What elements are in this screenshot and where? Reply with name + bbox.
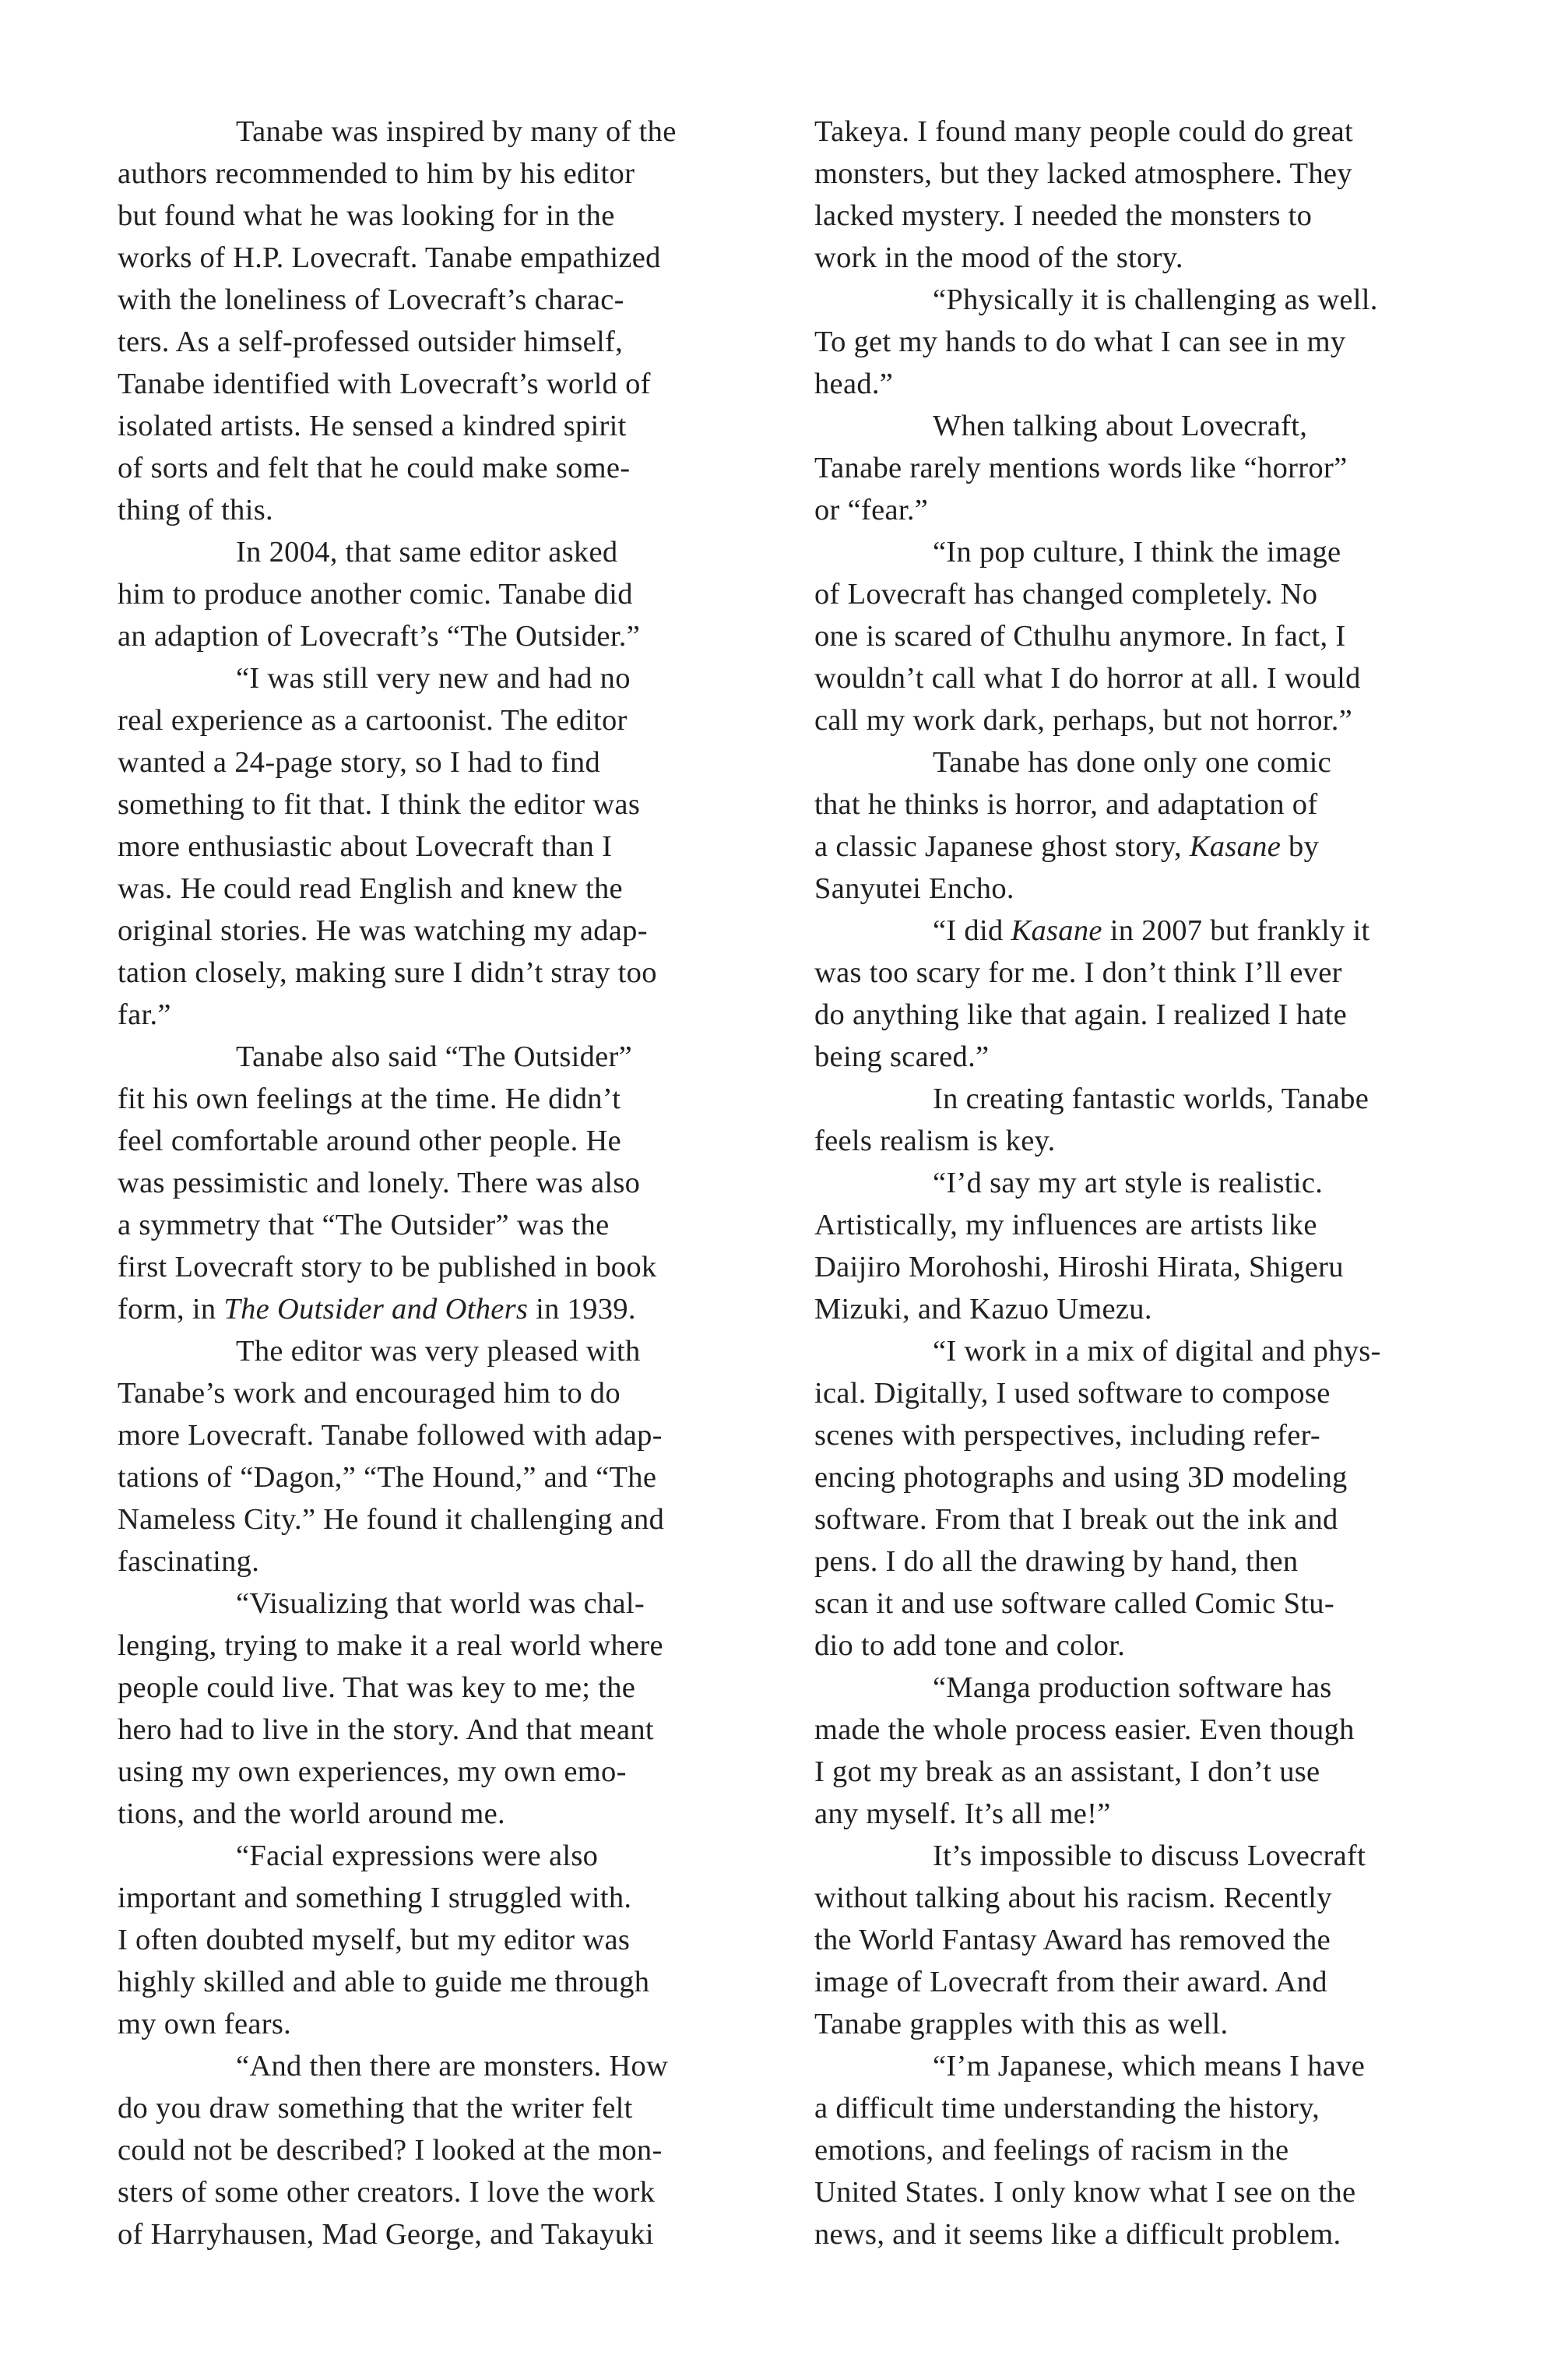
text-segment: head.” — [814, 368, 894, 400]
text-line — [118, 826, 772, 868]
text-line — [118, 2213, 772, 2255]
text-line — [118, 1751, 772, 1793]
text-segment: form, in — [118, 1293, 224, 1326]
text-segment: To get my hands to do what I can see in my — [814, 326, 1346, 358]
text-line — [118, 1204, 772, 1246]
text-segment: “I work in a mix of digital and phys- — [933, 1335, 1381, 1368]
text-line — [118, 405, 772, 447]
paragraph-first-line — [814, 1835, 1468, 1877]
text-segment: Mizuki, and Kazuo Umezu. — [814, 1293, 1152, 1326]
text-segment: Tanabe’s work and encouraged him to do — [118, 1377, 621, 1410]
text-segment: something to fit that. I think the editor was — [118, 788, 641, 821]
text-segment: Tanabe grapples with this as well. — [814, 2008, 1229, 2040]
text-segment: wanted a 24-page story, so I had to find — [118, 746, 600, 779]
paragraph-first-line — [814, 1162, 1468, 1204]
text-segment: in 2007 but frankly it — [1102, 914, 1370, 947]
text-line — [814, 1961, 1468, 2003]
text-line — [118, 195, 772, 237]
text-segment: Tanabe also said “The Outsider” — [236, 1040, 633, 1073]
text-segment: thing of this. — [118, 494, 273, 526]
text-line — [118, 2171, 772, 2213]
text-line — [814, 2213, 1468, 2255]
text-segment: could not be described? I looked at the mon- — [118, 2134, 663, 2167]
text-segment: Artistically, my influences are artists like — [814, 1209, 1317, 1241]
text-line — [118, 2129, 772, 2171]
text-line — [118, 573, 772, 615]
text-line — [118, 1246, 772, 1288]
text-line — [814, 826, 1468, 868]
text-segment: him to produce another comic. Tanabe did — [118, 578, 633, 611]
text-segment: scenes with perspectives, including refer- — [814, 1419, 1321, 1452]
text-column-left — [118, 111, 772, 2255]
text-line — [814, 1751, 1468, 1793]
text-line — [814, 1372, 1468, 1414]
paragraph-first-line — [118, 1835, 772, 1877]
text-segment: without talking about his racism. Recently — [814, 1882, 1332, 1914]
text-segment: When talking about Lovecraft, — [933, 410, 1308, 442]
text-segment: monsters, but they lacked atmosphere. They — [814, 157, 1352, 190]
text-segment: wouldn’t call what I do horror at all. I would — [814, 662, 1361, 695]
text-segment: feels realism is key. — [814, 1125, 1056, 1157]
text-line — [814, 237, 1468, 279]
text-segment: but found what he was looking for in the — [118, 199, 615, 232]
text-segment: Daijiro Morohoshi, Hiroshi Hirata, Shigeru — [814, 1251, 1344, 1283]
italic-title: Kasane — [1011, 914, 1102, 947]
text-segment: isolated artists. He sensed a kindred spirit — [118, 410, 627, 442]
text-segment: with the loneliness of Lovecraft’s charac- — [118, 283, 624, 316]
text-segment: a symmetry that “The Outsider” was the — [118, 1209, 610, 1241]
text-line — [118, 952, 772, 994]
text-line — [814, 573, 1468, 615]
text-line — [814, 1036, 1468, 1078]
text-segment: Takeya. I found many people could do great — [814, 115, 1353, 148]
text-line — [814, 447, 1468, 489]
paragraph-first-line — [814, 531, 1468, 573]
text-line — [814, 195, 1468, 237]
text-column-right — [814, 111, 1468, 2255]
text-segment: “Manga production software has — [933, 1671, 1332, 1704]
text-segment: do anything like that again. I realized I hate — [814, 998, 1348, 1031]
text-segment: I got my break as an assistant, I don’t use — [814, 1755, 1320, 1788]
text-line — [118, 1709, 772, 1751]
text-segment: “I did — [933, 914, 1011, 947]
text-segment: “In pop culture, I think the image — [933, 536, 1341, 569]
text-segment: do you draw something that the writer felt — [118, 2092, 633, 2125]
text-line — [814, 321, 1468, 363]
text-segment: using my own experiences, my own emo- — [118, 1755, 627, 1788]
text-line — [118, 615, 772, 657]
text-line — [814, 1583, 1468, 1625]
text-segment: lenging, trying to make it a real world where — [118, 1629, 663, 1662]
italic-title: The Outsider and Others — [223, 1293, 529, 1326]
text-line — [814, 1540, 1468, 1583]
text-segment: a difficult time understanding the history, — [814, 2092, 1320, 2125]
text-line — [118, 321, 772, 363]
text-line — [118, 1667, 772, 1709]
text-line — [118, 1372, 772, 1414]
text-line — [814, 489, 1468, 531]
text-segment: dio to add tone and color. — [814, 1629, 1126, 1662]
text-segment: work in the mood of the story. — [814, 241, 1183, 274]
paragraph-first-line — [118, 111, 772, 153]
text-segment: works of H.P. Lovecraft. Tanabe empathized — [118, 241, 661, 274]
text-line — [118, 1625, 772, 1667]
paragraph-first-line — [814, 279, 1468, 321]
text-segment: Tanabe has done only one comic — [933, 746, 1331, 779]
text-line — [118, 783, 772, 826]
text-segment: call my work dark, perhaps, but not horror.” — [814, 704, 1353, 737]
text-line — [814, 1625, 1468, 1667]
text-segment: original stories. He was watching my adap- — [118, 914, 648, 947]
paragraph-first-line — [118, 531, 772, 573]
paragraph-first-line — [118, 1036, 772, 1078]
text-segment: in 1939. — [528, 1293, 636, 1326]
text-line — [814, 1288, 1468, 1330]
text-line — [814, 2087, 1468, 2129]
text-line — [118, 1877, 772, 1919]
text-segment: encing photographs and using 3D modeling — [814, 1461, 1348, 1494]
text-segment: lacked mystery. I needed the monsters to — [814, 199, 1313, 232]
text-segment: that he thinks is horror, and adaptation of — [814, 788, 1318, 821]
text-line — [814, 1793, 1468, 1835]
text-line — [118, 279, 772, 321]
text-line — [118, 489, 772, 531]
text-line — [814, 1709, 1468, 1751]
text-segment: a classic Japanese ghost story, — [814, 830, 1190, 863]
text-line — [118, 1961, 772, 2003]
paragraph-first-line — [814, 2045, 1468, 2087]
text-line — [118, 237, 772, 279]
text-line — [118, 1919, 772, 1961]
text-segment: of sorts and felt that he could make some- — [118, 452, 631, 484]
text-segment: Sanyutei Encho. — [814, 872, 1014, 905]
text-line — [118, 1078, 772, 1120]
text-line — [814, 153, 1468, 195]
text-line — [118, 1162, 772, 1204]
text-line — [118, 363, 772, 405]
text-line — [814, 1456, 1468, 1498]
text-segment: Nameless City.” He found it challenging and — [118, 1503, 665, 1536]
text-segment: important and something I struggled with. — [118, 1882, 632, 1914]
text-line — [118, 1793, 772, 1835]
text-line — [118, 2087, 772, 2129]
text-line — [814, 994, 1468, 1036]
text-segment: by — [1281, 830, 1320, 863]
text-segment: I often doubted myself, but my editor was — [118, 1924, 631, 1956]
text-segment: Tanabe was inspired by many of the — [236, 115, 677, 148]
text-segment: the World Fantasy Award has removed the — [814, 1924, 1331, 1956]
text-line — [118, 1540, 772, 1583]
text-line — [814, 1120, 1468, 1162]
text-segment: “And then there are monsters. How — [236, 2050, 669, 2082]
text-segment: ical. Digitally, I used software to compose — [814, 1377, 1331, 1410]
text-line — [118, 699, 772, 741]
text-line — [814, 1919, 1468, 1961]
text-line — [814, 783, 1468, 826]
text-line — [118, 2003, 772, 2045]
text-line — [814, 2129, 1468, 2171]
text-segment: tations of “Dagon,” “The Hound,” and “The — [118, 1461, 657, 1494]
italic-title: Kasane — [1189, 830, 1282, 863]
text-line — [118, 1456, 772, 1498]
text-segment: image of Lovecraft from their award. And — [814, 1966, 1327, 1998]
text-segment: was too scary for me. I don’t think I’ll ever — [814, 956, 1342, 989]
text-segment: more Lovecraft. Tanabe followed with adap- — [118, 1419, 663, 1452]
text-line — [814, 1204, 1468, 1246]
text-segment: emotions, and feelings of racism in the — [814, 2134, 1289, 2167]
text-segment: was pessimistic and lonely. There was also — [118, 1167, 641, 1199]
text-line — [118, 1120, 772, 1162]
text-segment: Tanabe rarely mentions words like “horror” — [814, 452, 1348, 484]
text-line — [814, 2171, 1468, 2213]
text-line — [118, 447, 772, 489]
text-segment: real experience as a cartoonist. The editor — [118, 704, 628, 737]
text-segment: pens. I do all the drawing by hand, then — [814, 1545, 1299, 1578]
text-segment: “I’d say my art style is realistic. — [933, 1167, 1324, 1199]
text-line — [118, 1414, 772, 1456]
text-line — [814, 657, 1468, 699]
paragraph-first-line — [118, 1583, 772, 1625]
text-segment: any myself. It’s all me!” — [814, 1797, 1111, 1830]
text-segment: first Lovecraft story to be published in book — [118, 1251, 657, 1283]
text-segment: scan it and use software called Comic Stu- — [814, 1587, 1334, 1620]
text-segment: tions, and the world around me. — [118, 1797, 505, 1830]
text-line — [118, 994, 772, 1036]
text-segment: of Harryhausen, Mad George, and Takayuki — [118, 2218, 654, 2251]
text-segment: an adaption of Lovecraft’s “The Outsider.” — [118, 620, 641, 653]
text-segment: feel comfortable around other people. He — [118, 1125, 621, 1157]
text-line — [814, 1877, 1468, 1919]
text-line — [118, 1498, 772, 1540]
paragraph-first-line — [118, 657, 772, 699]
text-segment: “Physically it is challenging as well. — [933, 283, 1378, 316]
text-segment: Tanabe identified with Lovecraft’s world of — [118, 368, 651, 400]
text-segment: far.” — [118, 998, 171, 1031]
text-line — [814, 363, 1468, 405]
text-segment: “I’m Japanese, which means I have — [933, 2050, 1366, 2082]
paragraph-first-line — [814, 1330, 1468, 1372]
text-segment: It’s impossible to discuss Lovecraft — [933, 1840, 1366, 1872]
text-line — [118, 1288, 772, 1330]
paragraph-first-line — [814, 1667, 1468, 1709]
text-segment: “Visualizing that world was chal- — [236, 1587, 645, 1620]
text-segment: or “fear.” — [814, 494, 929, 526]
text-segment: fascinating. — [118, 1545, 260, 1578]
text-line — [814, 952, 1468, 994]
text-line — [814, 2003, 1468, 2045]
text-line — [118, 741, 772, 783]
text-line — [814, 868, 1468, 910]
text-segment: one is scared of Cthulhu anymore. In fact, I — [814, 620, 1346, 653]
text-line — [118, 910, 772, 952]
text-segment: United States. I only know what I see on the — [814, 2176, 1356, 2209]
text-segment: ters. As a self-professed outsider himself, — [118, 326, 624, 358]
text-segment: In creating fantastic worlds, Tanabe — [933, 1083, 1369, 1115]
text-line — [814, 615, 1468, 657]
text-segment: being scared.” — [814, 1040, 990, 1073]
paragraph-first-line — [814, 741, 1468, 783]
text-segment: made the whole process easier. Even though — [814, 1713, 1355, 1746]
paragraph-first-line — [118, 1330, 772, 1372]
text-segment: In 2004, that same editor asked — [236, 536, 618, 569]
text-segment: people could live. That was key to me; the — [118, 1671, 636, 1704]
text-line — [814, 111, 1468, 153]
text-line — [814, 1414, 1468, 1456]
text-segment: tation closely, making sure I didn’t stray too — [118, 956, 657, 989]
text-line — [118, 153, 772, 195]
text-segment: sters of some other creators. I love the work — [118, 2176, 656, 2209]
text-segment: my own fears. — [118, 2008, 292, 2040]
text-segment: fit his own feelings at the time. He didn’t — [118, 1083, 621, 1115]
text-segment: The editor was very pleased with — [236, 1335, 641, 1368]
text-segment: news, and it seems like a difficult problem. — [814, 2218, 1341, 2251]
text-segment: more enthusiastic about Lovecraft than I — [118, 830, 613, 863]
text-segment: software. From that I break out the ink and — [814, 1503, 1338, 1536]
paragraph-first-line — [814, 405, 1468, 447]
text-segment: hero had to live in the story. And that meant — [118, 1713, 654, 1746]
text-segment: of Lovecraft has changed completely. No — [814, 578, 1318, 611]
text-segment: highly skilled and able to guide me through — [118, 1966, 650, 1998]
text-segment: authors recommended to him by his editor — [118, 157, 635, 190]
paragraph-first-line — [814, 1078, 1468, 1120]
paragraph-first-line — [814, 910, 1468, 952]
text-segment: was. He could read English and knew the — [118, 872, 623, 905]
text-line — [814, 1498, 1468, 1540]
paragraph-first-line — [118, 2045, 772, 2087]
text-line — [118, 868, 772, 910]
text-line — [814, 1246, 1468, 1288]
text-segment: “I was still very new and had no — [236, 662, 631, 695]
text-line — [814, 699, 1468, 741]
text-segment: “Facial expressions were also — [236, 1840, 599, 1872]
